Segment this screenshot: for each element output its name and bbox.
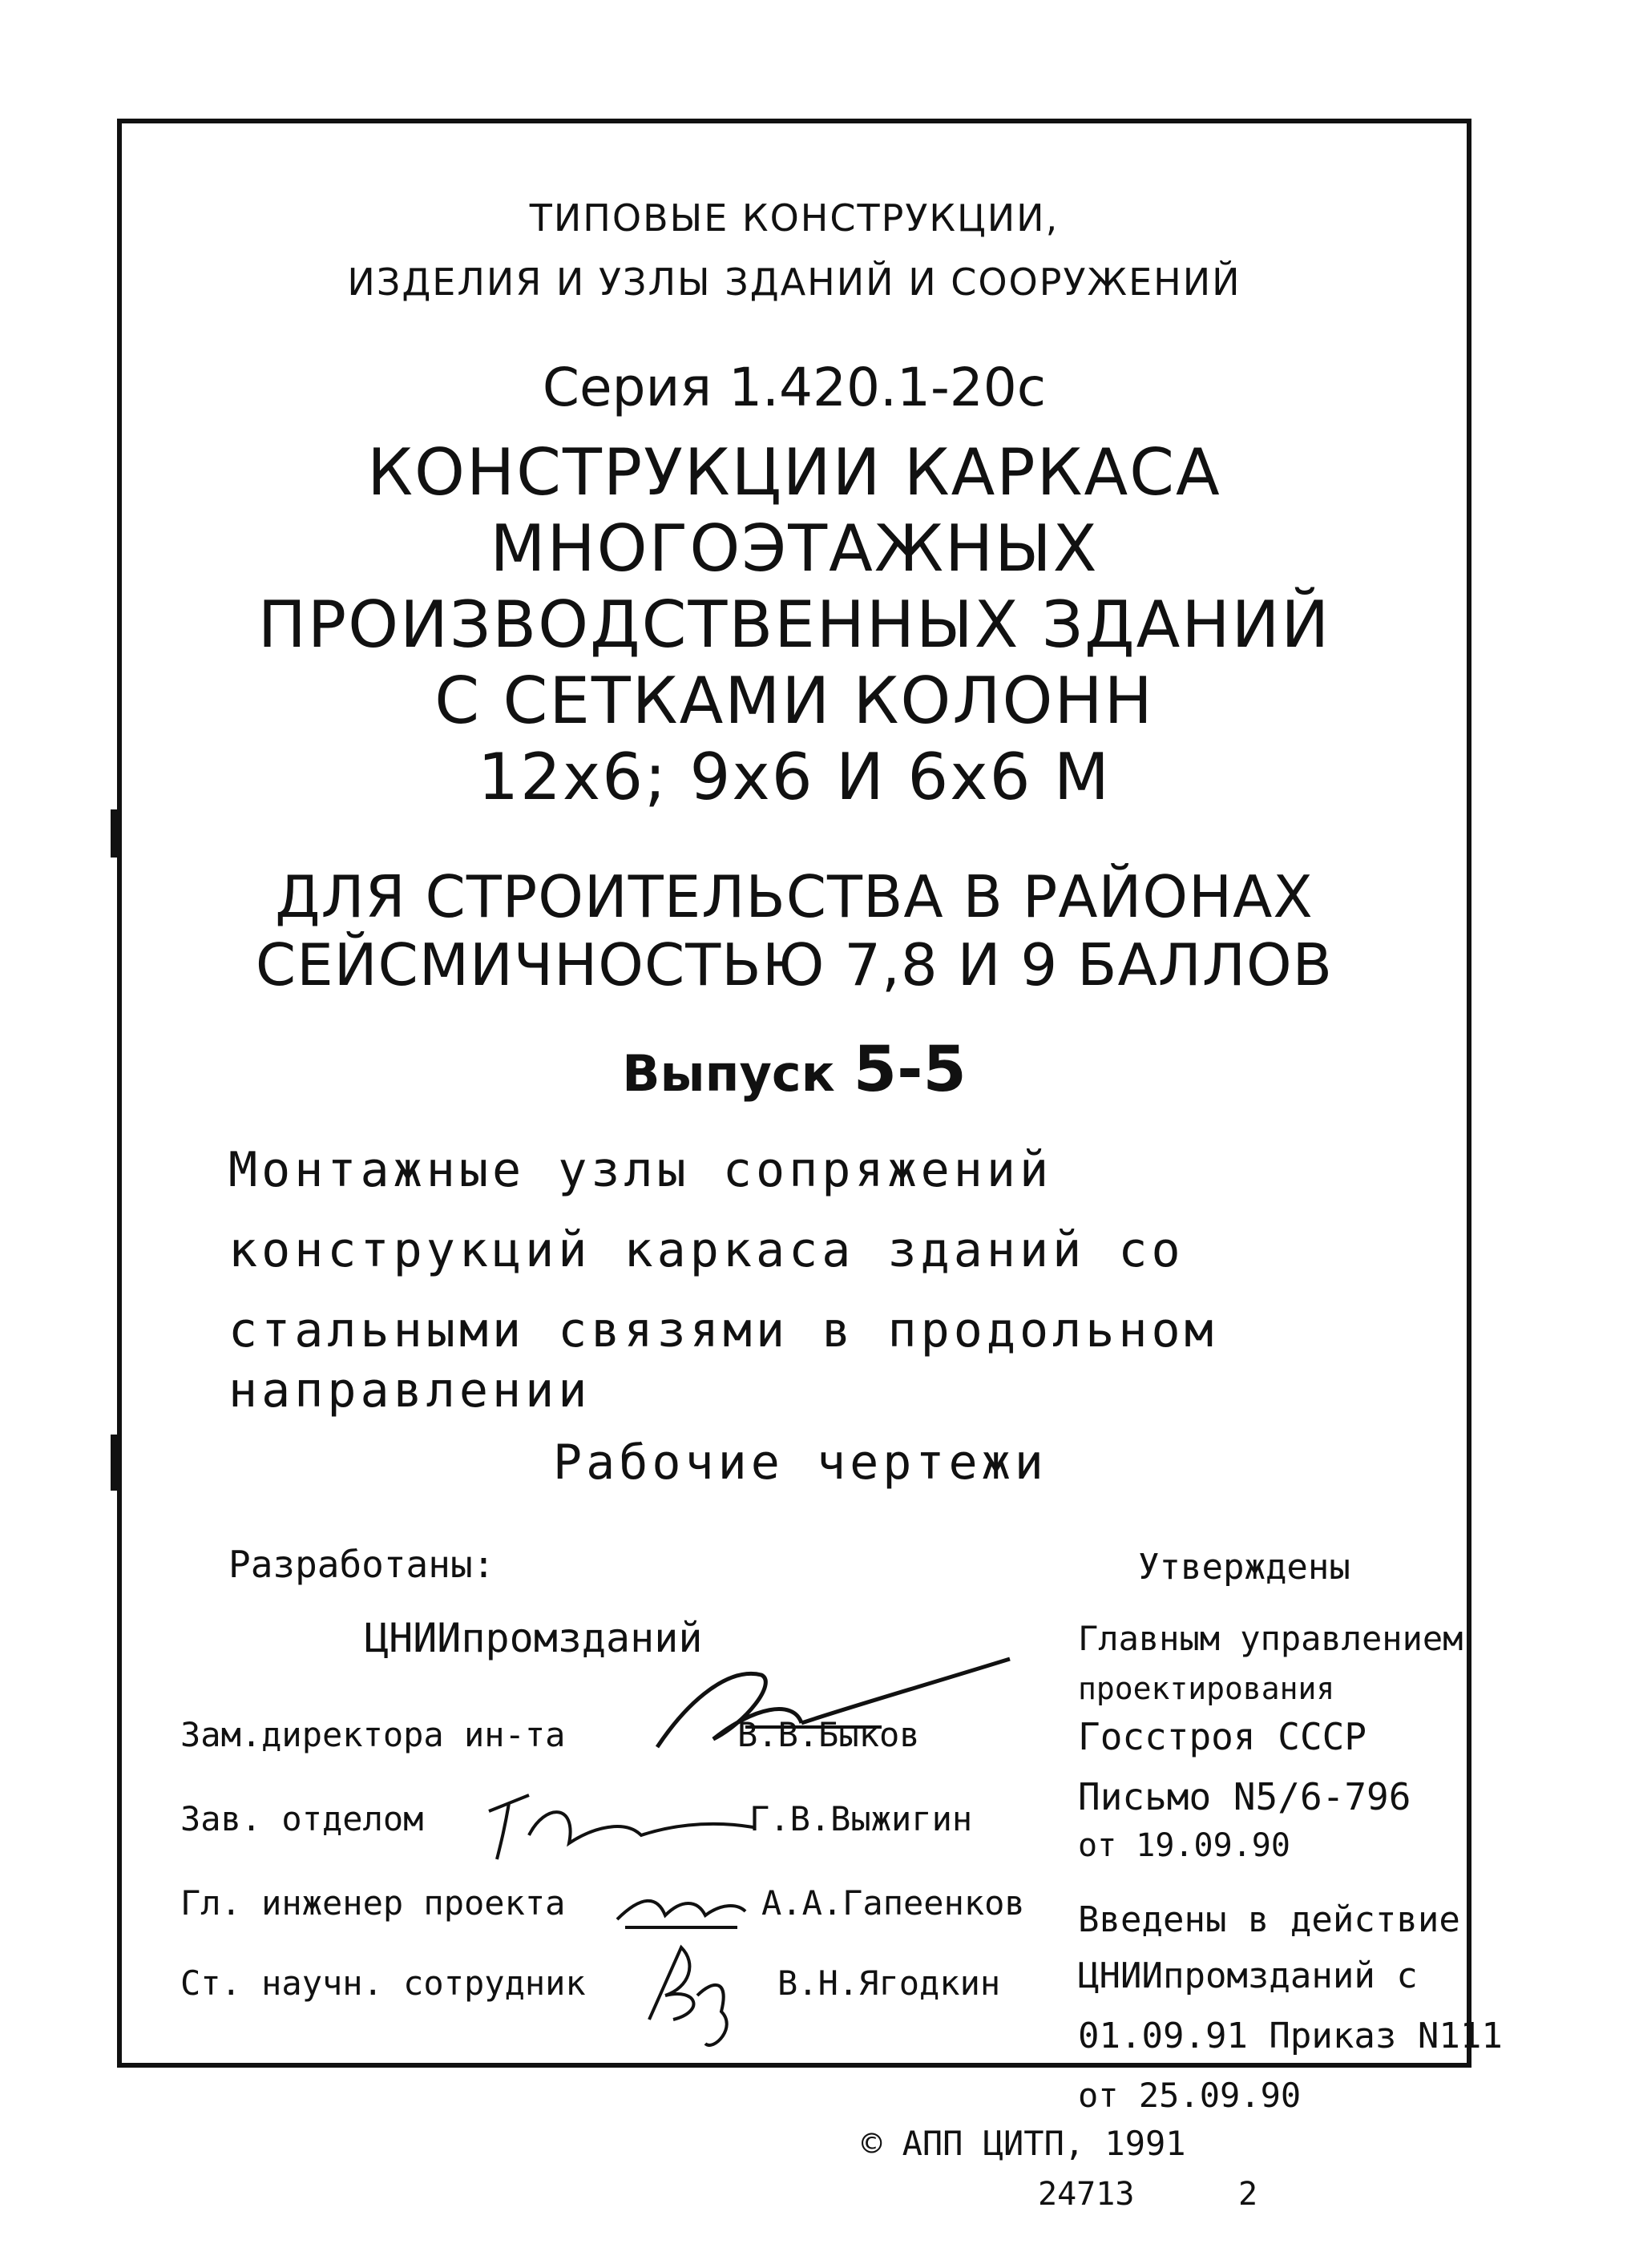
description-line-3: стальными связями в продольном <box>228 1302 1217 1358</box>
signature-yagodkin <box>633 1931 761 2060</box>
subtitle-line-2: СЕЙСМИЧНОСТЬЮ 7,8 И 9 БАЛЛОВ <box>255 931 1334 999</box>
developed-label: Разработаны: <box>228 1543 495 1586</box>
signature-vyzhigin <box>481 1771 769 1875</box>
issue-heading <box>117 1034 1471 1106</box>
person-role-4: Ст. научн. сотрудник <box>180 1963 586 2003</box>
approved-line-1: Утверждены <box>1138 1547 1350 1588</box>
description-line-4: направлении <box>228 1362 591 1419</box>
margin-mark-top <box>111 809 119 858</box>
person-name-1: В.В.Быков <box>737 1715 920 1754</box>
description-line-1: Монтажные узлы сопряжений <box>228 1142 1053 1198</box>
approved-line-3: проектирования <box>1078 1671 1335 1706</box>
enacted-line-4: от 25.09.90 <box>1078 2076 1302 2115</box>
series-label: Серия 1.420.1-20с <box>542 357 1047 418</box>
person-role-1: Зам.директора ин-та <box>180 1715 566 1754</box>
footer-doc-number: 24713 <box>1038 2176 1135 2213</box>
approved-line-5: Письмо N5/6-796 <box>1078 1775 1411 1818</box>
drawing-type: Рабочие чертежи <box>553 1435 1048 1491</box>
margin-mark-bottom <box>111 1435 119 1491</box>
developed-org: ЦНИИпромзданий <box>365 1615 703 1661</box>
person-role-3: Гл. инженер проекта <box>180 1883 566 1923</box>
copyright: © АПП ЦИТП, 1991 <box>862 2124 1186 2163</box>
approved-line-2: Главным управлением <box>1078 1619 1463 1658</box>
subtitle-line-1: ДЛЯ СТРОИТЕЛЬСТВА В РАЙОНАХ <box>275 863 1314 930</box>
title-line-4: С СЕТКАМИ КОЛОНН <box>434 664 1154 738</box>
header-line-1: ТИПОВЫЕ КОНСТРУКЦИИ, <box>529 196 1060 240</box>
person-role-2: Зав. отделом <box>180 1799 424 1838</box>
approved-line-6: от 19.09.90 <box>1078 1827 1290 1864</box>
header-line-2: ИЗДЕЛИЯ И УЗЛЫ ЗДАНИЙ И СООРУЖЕНИЙ <box>347 260 1241 304</box>
person-name-4: В.Н.Ягодкин <box>777 1963 1001 2003</box>
description-line-2: конструкций каркаса зданий со <box>228 1222 1185 1278</box>
title-line-3: ПРОИЗВОДСТВЕННЫХ ЗДАНИЙ <box>257 587 1331 662</box>
footer-page-number: 2 <box>1238 2176 1258 2213</box>
enacted-line-2: ЦНИИпромзданий с <box>1078 1955 1418 1996</box>
person-name-2: Г.В.Выжигин <box>749 1799 973 1838</box>
person-name-3: А.А.Гапеенков <box>761 1883 1025 1923</box>
title-line-1: КОНСТРУКЦИИ КАРКАСА <box>367 435 1221 510</box>
approved-line-4: Госстроя СССР <box>1078 1715 1367 1758</box>
enacted-line-3: 01.09.91 Приказ N111 <box>1078 2016 1503 2056</box>
issue-label: Выпуск <box>622 1044 835 1103</box>
issue-number: 5-5 <box>853 1034 967 1106</box>
signature-bykov <box>641 1651 1042 1771</box>
enacted-line-1: Введены в действие <box>1078 1899 1460 1940</box>
title-line-2: МНОГОЭТАЖНЫХ <box>490 511 1099 586</box>
title-line-5: 12х6; 9х6 И 6х6 М <box>478 740 1111 814</box>
